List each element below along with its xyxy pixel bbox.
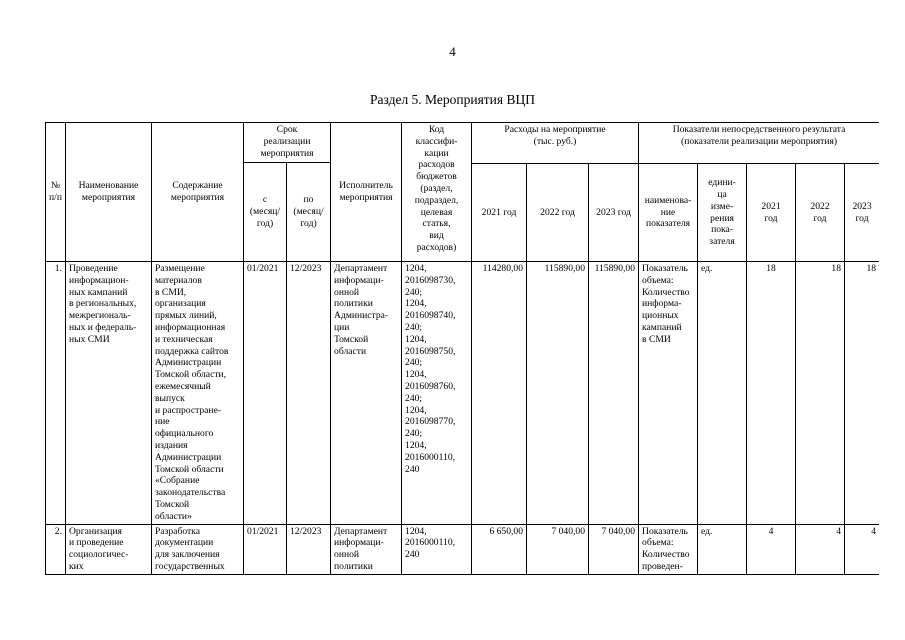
header-exp-2021: 2021 год <box>472 164 527 262</box>
row-name: Проведение информацион- ных кампаний в региональных, межрегиональ- ных и федераль- ных СМИ <box>66 262 152 525</box>
header-term-from: с (месяц/ год) <box>244 163 287 262</box>
row-executor: Департамент информаци- онной политики <box>331 524 402 574</box>
header-ind-2022: 2022 год <box>796 164 845 262</box>
row-code: 1204, 2016000110, 240 <box>402 524 472 574</box>
row-from: 01/2021 <box>244 524 287 574</box>
row-content: Размещение материалов в СМИ, организация прямых линий, информационная и техническая поддержка сайтов Администрации Томской области, ежемесячный выпуск и распростране- ние официального издания Администрации Томской области «Собрание законодательства Томской области» <box>152 262 244 525</box>
row-ind-2023: 4 <box>845 524 879 574</box>
header-ind-2023: 2023 год <box>845 164 879 262</box>
row-name: Организация и проведение социологичес- ких <box>66 524 152 574</box>
header-term-to: по (месяц/ год) <box>287 163 331 262</box>
header-exp-2022: 2022 год <box>527 164 589 262</box>
row-exp-2021: 6 650,00 <box>472 524 527 574</box>
header-expenses: Расходы на мероприятие (тыс. руб.) <box>472 123 639 164</box>
row-ind-unit: ед. <box>698 262 747 525</box>
row-from: 01/2021 <box>244 262 287 525</box>
row-num: 1. <box>46 262 66 525</box>
row-code: 1204, 2016098730, 240; 1204, 2016098740, 240; 1204, 2016098750, 240; 1204, 2016098760, 240; 1204, 2016098770, 240; 1204, 2016000110, 240 <box>402 262 472 525</box>
row-exp-2022: 115890,00 <box>527 262 589 525</box>
row-ind-2022: 18 <box>796 262 845 525</box>
header-num: № п/п <box>46 123 66 262</box>
row-to: 12/2023 <box>287 524 331 574</box>
row-to: 12/2023 <box>287 262 331 525</box>
row-exp-2021: 114280,00 <box>472 262 527 525</box>
row-ind-2021: 4 <box>747 524 796 574</box>
header-code: Код классифи- кации расходов бюджетов (раздел, подраздел, целевая статья, вид расходов) <box>402 123 472 262</box>
header-content: Содержание мероприятия <box>152 123 244 262</box>
row-exp-2023: 7 040,00 <box>589 524 639 574</box>
row-ind-2022: 4 <box>796 524 845 574</box>
row-ind-2021: 18 <box>747 262 796 525</box>
row-ind-name: Показатель объема: Количество информа- ционных кампаний в СМИ <box>639 262 698 525</box>
row-ind-2023: 18 <box>845 262 879 525</box>
row-content: Разработка документации для заключения государственных <box>152 524 244 574</box>
row-executor: Департамент информаци- онной политики Администра- ции Томской области <box>331 262 402 525</box>
row-ind-unit: ед. <box>698 524 747 574</box>
header-row-1 <box>46 123 880 163</box>
header-ind-name: наименова- ние показателя <box>639 164 698 262</box>
header-ind-2021: 2021 год <box>747 164 796 262</box>
activities-table-container <box>45 122 879 584</box>
activities-table <box>45 122 879 575</box>
header-term: Срок реализации мероприятия <box>244 123 331 163</box>
header-ind-unit: едини- ца изме- рения пока- зателя <box>698 164 747 262</box>
table-row <box>46 524 880 574</box>
row-exp-2023: 115890,00 <box>589 262 639 525</box>
header-executor: Исполнитель мероприятия <box>331 123 402 262</box>
table-row <box>46 262 880 525</box>
section-title: Раздел 5. Мероприятия ВЦП <box>370 92 535 107</box>
row-exp-2022: 7 040,00 <box>527 524 589 574</box>
row-num: 2. <box>46 524 66 574</box>
header-name: Наименование мероприятия <box>66 123 152 262</box>
header-indicators: Показатели непосредственного результата (показатели реализации мероприятия) <box>639 123 879 164</box>
header-exp-2023: 2023 год <box>589 164 639 262</box>
row-ind-name: Показатель объема: Количество проведен- <box>639 524 698 574</box>
page-number: 4 <box>449 44 456 59</box>
